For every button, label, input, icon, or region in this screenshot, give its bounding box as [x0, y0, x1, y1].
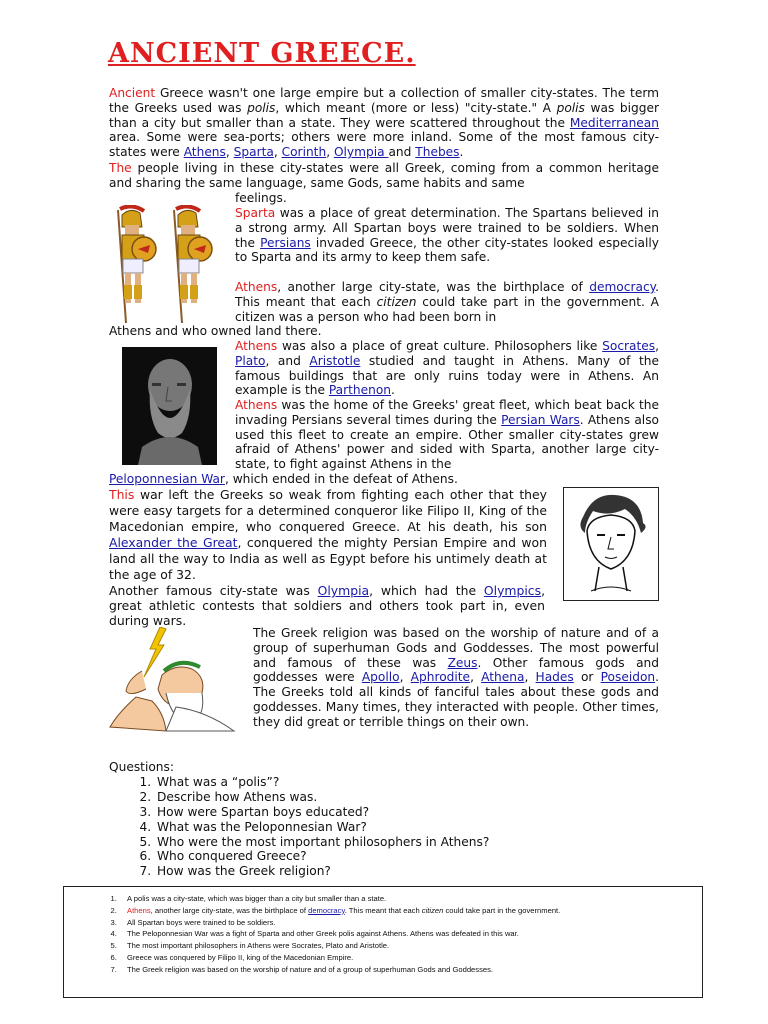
red-lead-word: The	[109, 161, 132, 175]
link-democracy[interactable]: democracy	[589, 280, 656, 294]
link-corinth[interactable]: Corinth	[281, 145, 327, 160]
text-run: , and	[265, 353, 310, 368]
olympia-paragraph	[109, 583, 545, 629]
link-olympia[interactable]: Olympia	[333, 145, 389, 160]
link-socrates[interactable]: Socrates	[602, 339, 656, 353]
text-run: .	[459, 145, 464, 160]
list-item: 2. Describe how Athens was.	[155, 790, 529, 805]
list-item: 3. How were Spartan boys educated?	[155, 805, 529, 820]
text-run: . The Greeks told all kinds of fanciful tales about these gods and goddesses. Many times, they interacted with people. Other times, they did great or terrible things on their own.	[253, 670, 660, 729]
list-item: 4. The Peloponnesian War was a fight of Sparta and other Greek polis against Athens. Athens was defeated in this war.	[119, 928, 702, 940]
list-item: 1. A polis was a city-state, which was bigger than a city but smaller than a state.	[119, 893, 702, 905]
text-run: polis	[247, 100, 276, 115]
text-run: , conquered the mighty Persian Empire and won land all the way to India as well as Egypt before his untimely death at the age of 32.	[109, 534, 547, 582]
text-run: . Athens also used this fleet to create an empire. Other smaller city-states grew afraid of Athens' power and sided with Sparta, another large city-state, to fight against Athens in the	[235, 412, 659, 472]
text-run: , another large city-state, was the birthplace of	[150, 905, 309, 915]
text-run: ,	[470, 670, 482, 685]
link-sparta[interactable]: Sparta	[233, 145, 274, 160]
spartan-soldiers-illustration	[108, 205, 228, 325]
text-run: , which meant (more or less) "city-state." A	[275, 100, 557, 115]
list-item: 6. Greece was conquered by Filipo II, king of the Macedonian Empire.	[119, 952, 702, 964]
list-item: 7. The Greek religion was based on the worship of nature and of a group of superhuman Gods and Goddesses.	[119, 964, 702, 976]
red-lead-word: Ancient	[109, 86, 156, 100]
text-run: citizen	[421, 905, 444, 915]
text-run: was bigger than a city but smaller than a state. They were scattered throughout the	[109, 100, 660, 130]
link-olympics[interactable]: Olympics	[483, 583, 542, 598]
text-run: ,	[326, 145, 334, 160]
text-run: could take part in the government. A citizen was a person who had been born in	[235, 294, 660, 324]
religion-paragraph	[253, 626, 659, 730]
text-run: , another large city-state, was the birthplace of	[277, 280, 590, 294]
list-item: 4. What was the Peloponnesian War?	[155, 820, 529, 835]
red-lead-word: Sparta	[235, 206, 276, 220]
link-plato[interactable]: Plato	[235, 353, 266, 368]
link-alexander-the-great[interactable]: Alexander the Great	[109, 534, 238, 550]
athens-fleet-paragraph	[235, 398, 659, 472]
link-persian-wars[interactable]: Persian Wars	[501, 412, 580, 427]
text-run: ,	[655, 339, 659, 353]
text-run: , which ended in the defeat of Athens.	[224, 472, 458, 486]
people-paragraph	[109, 161, 659, 205]
text-run: could take part in the government.	[443, 905, 561, 915]
link-thebes[interactable]: Thebes	[415, 145, 460, 160]
list-item: 5. The most important philosophers in Athens were Socrates, Plato and Aristotle.	[119, 940, 702, 952]
text-run: , great athletic contests that soldiers and others took part in, even during wars.	[109, 583, 546, 629]
link-aristotle[interactable]: Aristotle	[309, 353, 361, 368]
link-poseidon[interactable]: Poseidon	[600, 670, 656, 685]
link-parthenon[interactable]: Parthenon	[328, 383, 392, 398]
link-olympia-2[interactable]: Olympia	[317, 583, 370, 598]
red-lead-word: Athens	[127, 905, 151, 915]
text-run: citizen	[376, 294, 417, 309]
list-item: 6. Who conquered Greece?	[155, 849, 529, 864]
text-run: . This meant that each	[344, 905, 422, 915]
red-lead-word: Athens	[235, 339, 278, 353]
questions-list	[109, 775, 529, 879]
text-run: war left the Greeks so weak from fighting each other that they were easy targets for a determined conqueror like Filipo II, King of the Macedonian empire, who conquered Greece. At his death, his son	[109, 487, 547, 534]
text-run: The Greek religion was based on the worship of nature and of a group of superhuman Gods and Goddesses. The most powerful and famous of these was	[253, 626, 659, 670]
war-paragraph	[109, 487, 547, 582]
text-run: people living in these city-states were all Greek, coming from a common heritage and sharing the same language, same Gods, same habits and same	[109, 161, 659, 190]
link-athena[interactable]: Athena	[481, 670, 525, 685]
text-run: area. Some were sea-ports; others were more inland. Some of the most famous city-states were	[109, 130, 659, 160]
questions-section	[109, 760, 529, 879]
philosopher-bust-photo	[122, 347, 217, 465]
link-athens[interactable]: Athens	[183, 145, 226, 160]
list-item: 5. Who were the most important philosophers in Athens?	[155, 835, 529, 850]
text-run: feelings.	[235, 190, 287, 205]
text-run: or	[573, 670, 601, 685]
list-item	[119, 905, 702, 917]
list-item: 3. All Spartan boys were trained to be soldiers.	[119, 917, 702, 929]
athens-democracy-tail: Athens and who owned land there.	[109, 324, 322, 338]
link-hades[interactable]: Hades	[535, 670, 574, 685]
text-run: ,	[524, 670, 536, 685]
text-run: .	[391, 383, 395, 398]
text-run: ,	[399, 670, 411, 685]
list-item: 1. What was a “polis”?	[155, 775, 529, 790]
athens-fleet-tail	[109, 472, 659, 487]
text-run: studied and taught in Athens. Many of the famous buildings that are only ruins today were in Athens. An example is the	[235, 353, 659, 398]
text-run: polis	[556, 100, 585, 115]
link-aphrodite[interactable]: Aphrodite	[410, 670, 471, 685]
questions-heading: Questions:	[109, 760, 174, 774]
text-run: was the home of the Greeks' great fleet, which beat back the invading Persians several times during the	[235, 398, 659, 427]
link-apollo[interactable]: Apollo	[361, 670, 400, 685]
text-run: ,	[225, 145, 234, 160]
link-democracy-answer[interactable]: democracy	[308, 905, 345, 915]
text-run: invaded Greece, the other city-states looked especially to Sparta and its army to keep them safe.	[235, 235, 659, 265]
answers-box	[63, 886, 703, 998]
red-lead-word: Athens	[235, 398, 278, 412]
link-mediterranean[interactable]: Mediterranean	[569, 115, 659, 130]
text-run: . Other famous gods and goddesses were	[253, 655, 659, 685]
text-run: and	[388, 145, 416, 160]
text-run: Another famous city-state was	[109, 583, 318, 598]
intro-paragraph	[109, 86, 659, 160]
text-run: was also a place of great culture. Philosophers like	[277, 339, 603, 353]
alexander-head-drawing	[563, 487, 659, 601]
list-item: 7. How was the Greek religion?	[155, 864, 529, 879]
link-peloponnesian-war[interactable]: Peloponnesian War	[109, 472, 225, 486]
link-zeus[interactable]: Zeus	[447, 655, 478, 670]
answers-list	[64, 893, 702, 976]
text-run: . This meant that each	[235, 280, 659, 309]
red-lead-word: This	[109, 487, 135, 502]
text-run: was a place of great determination. The Spartans believed in a strong army. All Spartan boys were trained to be soldiers. When the	[235, 206, 659, 250]
zeus-lightning-illustration	[106, 627, 238, 733]
text-run: Greece wasn't one large empire but a collection of smaller city-states. The term the Greeks used was	[109, 86, 659, 115]
text-run: ,	[273, 145, 282, 160]
link-persians[interactable]: Persians	[260, 235, 311, 250]
text-run: , which had the	[369, 583, 484, 598]
athens-culture-paragraph	[235, 339, 659, 398]
sparta-paragraph	[235, 206, 659, 265]
athens-democracy-paragraph	[235, 280, 659, 324]
page-title: ANCIENT GREECE.	[108, 38, 416, 69]
red-lead-word: Athens	[235, 280, 278, 294]
